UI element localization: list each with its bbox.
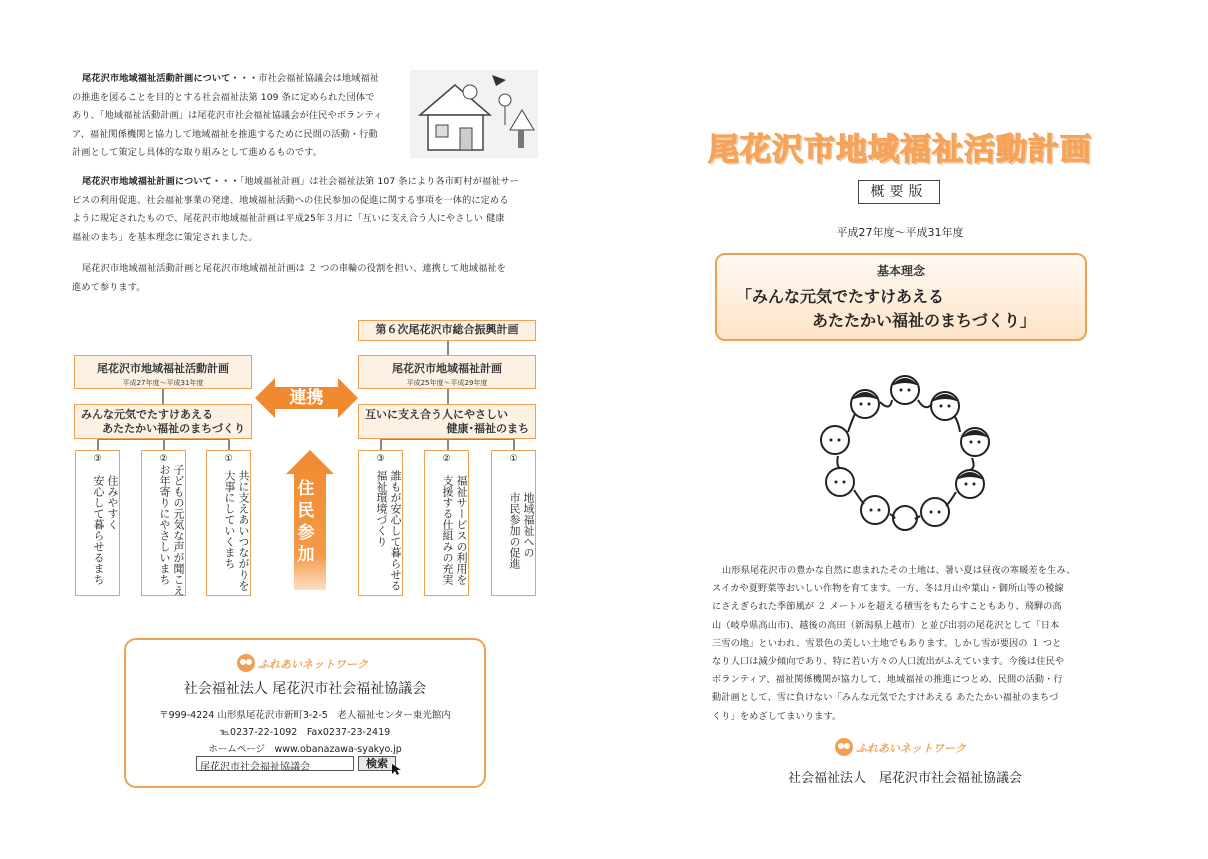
welfare-goal-3: ③ 誰もが安心して暮らせる 福祉環境づくり: [358, 450, 403, 596]
connector-line: [97, 438, 99, 450]
plan-period: 平成27年度〜平成31年度: [836, 226, 964, 239]
welfare-plan-box: 尾花沢市地域福祉計画 平成25年度〜平成29年度: [358, 355, 536, 389]
house-illustration: [410, 70, 538, 158]
para2-title: 尾花沢市地域福祉計画について・・・: [82, 176, 240, 187]
activity-goal-2: ② 子どもの元気な声が聞こえ お年寄りにやさしいまち: [141, 450, 186, 596]
link-label: 連携: [289, 388, 324, 408]
activity-motto-box: みんな元気でたすけあえる あたたかい福祉のまちづくり: [74, 404, 252, 439]
footer-logo: ふれあいネットワーク: [834, 737, 984, 757]
activity-plan-box: 尾花沢市地域福祉活動計画 平成27年度〜平成31年度: [74, 355, 252, 389]
activity-goal-1: ① 共に支えあいつながりを 大事にしていくまち: [206, 450, 251, 596]
cursor-icon: [392, 764, 402, 776]
page-title: 尾花沢市地域福祉活動計画: [708, 132, 1092, 168]
connector-line: [447, 340, 449, 356]
connector-line: [513, 438, 515, 450]
contact-org-name: 社会福祉法人 尾花沢市社会福祉協議会: [183, 681, 427, 697]
welfare-goal-2: ② 福祉サービスの利用を 支援する仕組みの充実: [424, 450, 469, 596]
search-button[interactable]: 検索: [358, 756, 396, 771]
edition-badge: 概要版: [858, 180, 940, 204]
contact-homepage: ホームページ www.obanazawa-syakyo.jp: [208, 744, 402, 755]
welfare-goal-1: ① 地域福祉への 市民参加の促進: [491, 450, 536, 596]
contact-tel-fax: ℡0237-22-1092 Fax0237-23-2419: [219, 727, 391, 738]
connector-line: [228, 438, 230, 450]
network-logo-icon: [236, 653, 256, 673]
search-input[interactable]: 尾花沢市社会福祉協議会: [196, 756, 354, 771]
principle-label: 基本理念: [876, 264, 925, 278]
network-logo-icon: [834, 737, 854, 757]
para1-title: 尾花沢市地域福祉活動計画について・・・: [82, 73, 259, 84]
people-circle-illustration: [810, 372, 1000, 532]
intro-paragraph-2: 尾花沢市地域福祉計画について・・・「地域福祉計画」は社会福祉法第 107 条により各市町村が福祉サー ビスの利用促進、社会福祉事業の発達、地域福祉活動への住民参加の促進に関する事項を一体的に定める ように規定されたもので、尾花沢市地域福祉計画は平成25年３月に「互いに支え合う人にやさしい 健康 福祉のまち」を基本理念に策定されました。: [72, 176, 520, 243]
connector-line: [380, 438, 382, 450]
general-plan-box: 第６次尾花沢市総合振興計画: [358, 320, 536, 341]
intro-paragraph-1: 尾花沢市地域福祉活動計画について・・・市社会福祉協議会は地域福祉 の推進を図ることを目的とする社会福祉法第 109 条に定められた団体で あり、「地域福祉活動計画」は尾花沢市社会福祉協議会が住民やボランティ ア、福祉関係機関と協力して地域福祉を推進するために民間の活動・行動 計画として策定し具体的な取り組みとして進めるものです。: [72, 73, 383, 158]
principle-line-1: 「みんな元気でたすけあえる: [736, 287, 945, 306]
participation-label: 住民参加: [297, 479, 315, 565]
connector-line: [447, 438, 449, 450]
welfare-motto-box: 互いに支え合う人にやさしい 健康･福祉のまち: [358, 404, 536, 439]
footer-org-name: 社会福祉法人 尾花沢市社会福祉協議会: [787, 771, 1022, 786]
contact-address: 〒999-4224 山形県尾花沢市新町3-2-5 老人福祉センター東光館内: [159, 710, 451, 721]
principle-line-2: あたたかい福祉のまちづくり」: [812, 311, 1036, 330]
region-description: 山形県尾花沢市の豊かな自然に恵まれたその土地は、暑い夏は昼夜の寒暖差を生み、 スイカや夏野菜等おいしい作物を育てます。一方、冬は月山や葉山・御所山等の稜線 にさえぎられた季節風が ２ メートルを超える積雪をもたらすこともあり、飛騨の高 山（岐阜県高山市)、越後の高田（新潟県上越市）と並び出羽の尾花沢として「日本 三雪の地」といわれ、雪景色の美しい土地でもあります。しかし雪が要因の １ つと なり人口は減少傾向であり、特に若い方々の人口流出がふえています。今後は住民や ボランティア、福祉関係機関が協力して、地域福祉の推進につとめ、民間の活動・行 動計画として、雪に負けない「みんな元気でたすけあえる あたたかい福祉のまちづ くり」をめざしてまいります。: [712, 565, 1076, 722]
contact-logo: ふれあいネットワーク: [236, 653, 386, 673]
connector-line: [163, 438, 165, 450]
activity-goal-3: ③ 住みやすく 安心して暮らせるまち: [75, 450, 120, 596]
intro-paragraph-3: 尾花沢市地域福祉活動計画と尾花沢市地域福祉計画は ２ つの車輪の役割を担い、連携して地域福祉を 進めて参ります。: [72, 263, 506, 293]
